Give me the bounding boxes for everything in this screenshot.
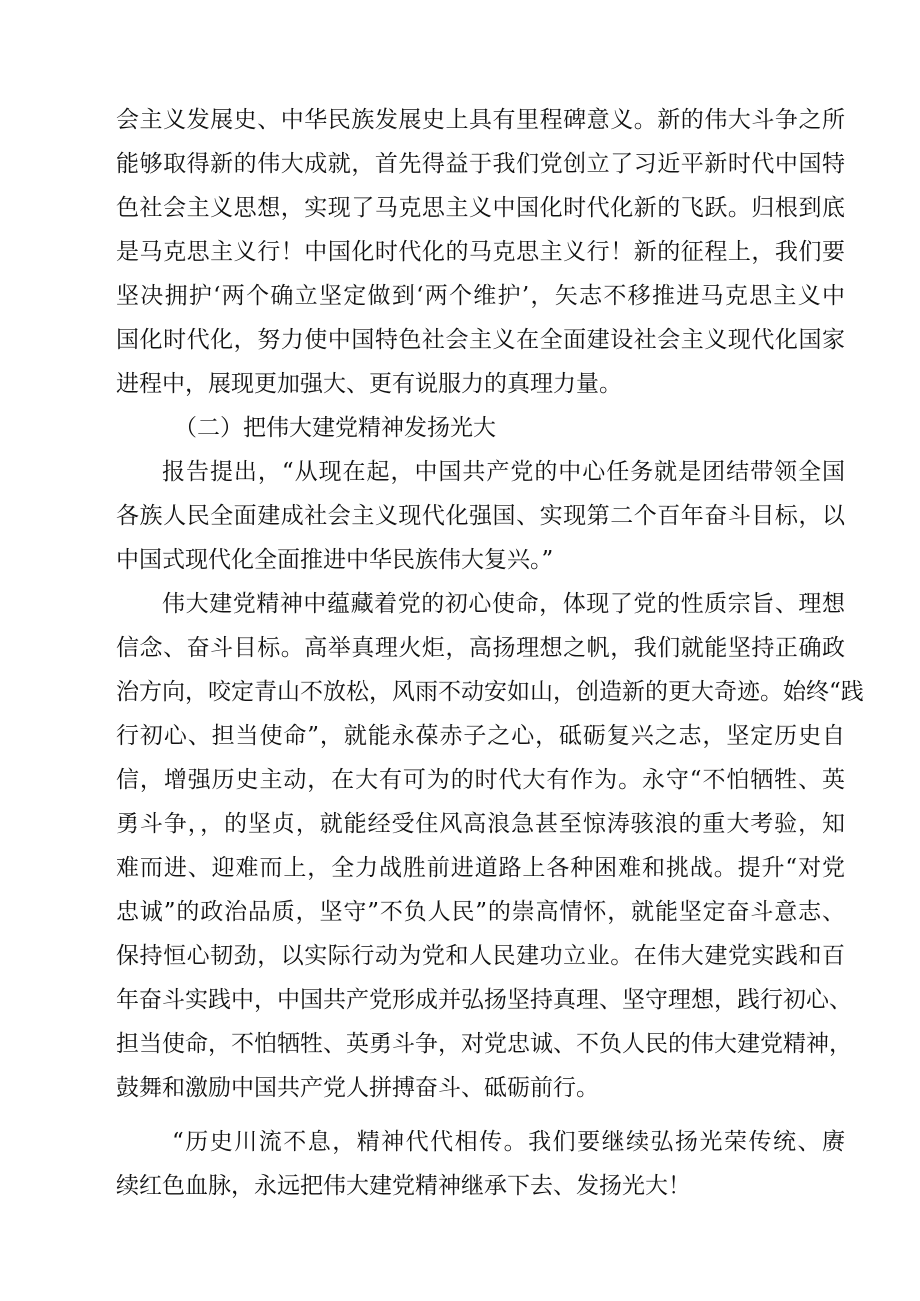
text-line: 续红色血脉，永远把伟大建党精神继承下去、发扬光大！	[116, 1173, 691, 1199]
text-line: 信念、奋斗目标。高举真理火炬，高扬理想之帆，我们就能坚持正确政	[116, 635, 845, 661]
paragraph-spacer	[116, 1110, 845, 1120]
paragraph-history-quote	[116, 1120, 845, 1208]
text-line: 能够取得新的伟大成就，首先得益于我们党创立了习近平新时代中国特	[116, 151, 845, 177]
text-line: 伟大建党精神中蕴藏着党的初心使命，体现了党的性质宗旨、理想	[162, 591, 845, 617]
text-line: 会主义发展史、中华民族发展史上具有里程碑意义。新的伟大斗争之所	[116, 107, 845, 133]
section-heading	[116, 406, 845, 450]
text-line: 担当使命，不怕牺牲、英勇斗争，对党忠诚、不负人民的伟大建党精神，	[116, 1031, 852, 1057]
text-line: 勇斗争，，的坚贞，就能经受住风高浪急甚至惊涛骇浪的重大考验，知	[116, 811, 845, 837]
text-line: 各族人民全面建成社会主义现代化强国、实现第二个百年奋斗目标，以	[116, 503, 845, 529]
text-line: 信，增强历史主动，在大有可为的时代大有作为。永守“不怕牺牲、英	[116, 767, 845, 793]
text-line: 行初心、担当使命”，就能永葆赤子之心，砥砺复兴之志，坚定历史自	[116, 723, 845, 749]
text-line: 忠诚”的政治品质，坚守”不负人民”的崇高情怀，就能坚定奋斗意志、	[116, 899, 845, 925]
text-line: 难而进、迎难而上，全力战胜前进道路上各种困难和挑战。提升“对党	[116, 855, 845, 881]
paragraph-continuation	[116, 98, 845, 406]
text-line: 进程中，展现更加强大、更有说服力的真理力量。	[116, 371, 622, 397]
text-line: 治方向，咬定青山不放松，风雨不动安如山，创造新的更大奇迹。始终“践	[116, 679, 864, 705]
text-line: “历史川流不息，精神代代相传。我们要继续弘扬光荣传统、赓	[172, 1129, 845, 1155]
text-line: 鼓舞和激励中国共产党人拼搏奋斗、砥砺前行。	[116, 1075, 599, 1101]
paragraph-party-spirit	[116, 582, 864, 1110]
document-page	[116, 98, 864, 1208]
text-line: 国化时代化，努力使中国特色社会主义在全面建设社会主义现代化国家	[116, 327, 845, 353]
text-line: 年奋斗实践中，中国共产党形成并弘扬坚持真理、坚守理想，践行初心、	[116, 987, 852, 1013]
paragraph-report-quote	[116, 450, 845, 582]
text-line: 是马克思主义行！中国化时代化的马克思主义行！新的征程上，我们要	[116, 239, 845, 265]
text-line: 报告提出，“从现在起，中国共产党的中心任务就是团结带领全国	[162, 459, 845, 485]
text-line: 色社会主义思想，实现了马克思主义中国化时代化新的飞跃。归根到底	[116, 195, 845, 221]
text-line: 保持恒心韧劲，以实际行动为党和人民建功立业。在伟大建党实践和百	[116, 943, 845, 969]
heading-text: （二）把伟大建党精神发扬光大	[174, 415, 496, 441]
text-line: 坚决拥护‘两个确立坚定做到‘两个维护’，矢志不移推进马克思主义中	[116, 283, 845, 309]
text-line: 中国式现代化全面推进中华民族伟大复兴。”	[116, 547, 554, 573]
